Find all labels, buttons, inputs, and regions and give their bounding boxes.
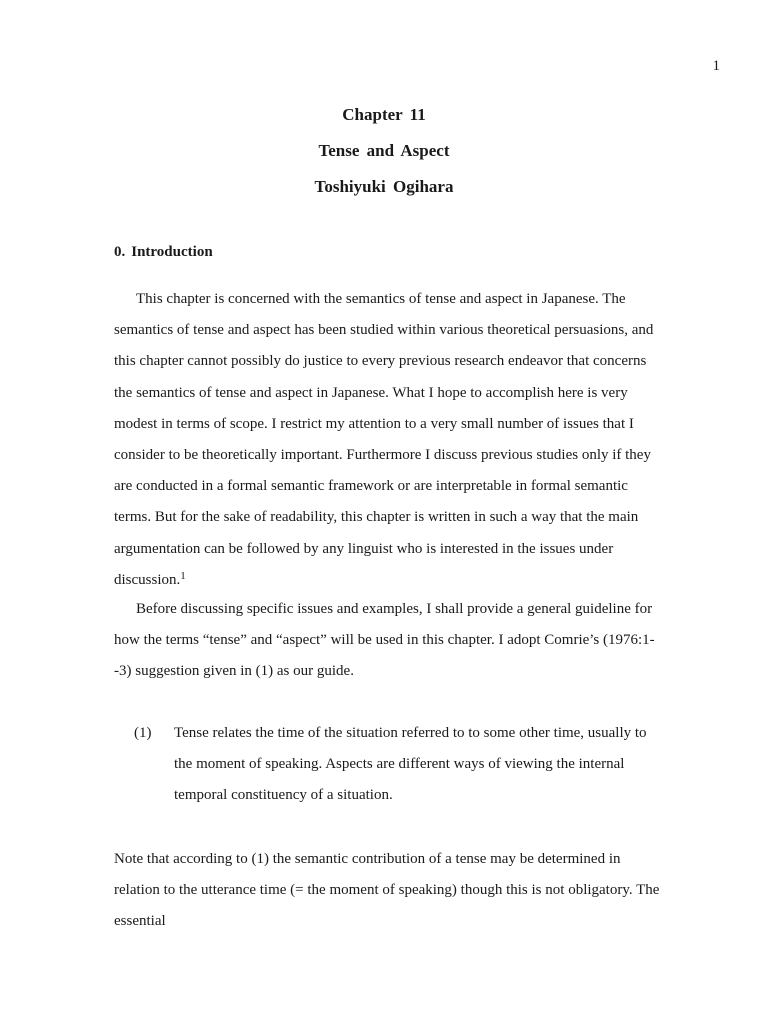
paragraph-intro-text: This chapter is concerned with the semantics of tense and aspect in Japanese. The semantics of tense and aspect has been studied within various theoretical persuasions, and this chapter cannot possibly do justice to every previous research endeavor that concerns the semantics of tense and aspect in Japanese. What I hope to accomplish here is very modest in terms of scope. I restrict my attention to a very small number of issues that I consider to be theoretically important. Furthermore I discuss previous studies only if they are conducted in a formal semantic framework or are interpretable in formal semantic terms. But for the sake of readability, this chapter is written in such a way that the main argumentation can be followed by any linguist who is interested in the issues under discussion.: [114, 291, 654, 588]
paragraph-intro: [114, 284, 664, 596]
paragraph-terms-text: Before discussing specific issues and examples, I shall provide a general guideline for how the terms “tense” and “aspect” will be used in this chapter. I adopt Comrie’s (1976:1--3) suggestion given in (1) as our guide.: [114, 601, 655, 680]
chapter-title: Tense and Aspect: [318, 141, 450, 160]
author-name: Toshiyuki Ogihara: [314, 177, 454, 196]
paragraph-note-text: Note that according to (1) the semantic contribution of a tense may be determined in relation to the utterance time (= the moment of speaking) though this is not obligatory. The essential: [114, 851, 660, 930]
section-number: 0.: [114, 244, 126, 260]
page-number: 1: [712, 58, 720, 74]
section-heading: [114, 244, 213, 261]
example-number: (1): [134, 725, 152, 741]
example-1: [134, 718, 654, 812]
paragraph-note: [114, 844, 664, 938]
example-text: Tense relates the time of the situation referred to to some other time, usually to the moment of speaking. Aspects are different ways of viewing the internal temporal constituency of a situation.: [174, 725, 647, 804]
chapter-number: Chapter 11: [342, 105, 426, 124]
footnote-marker[interactable]: 1: [180, 569, 186, 582]
paragraph-terms: [114, 594, 664, 688]
section-title: Introduction: [131, 244, 213, 260]
title-block: [0, 106, 768, 214]
